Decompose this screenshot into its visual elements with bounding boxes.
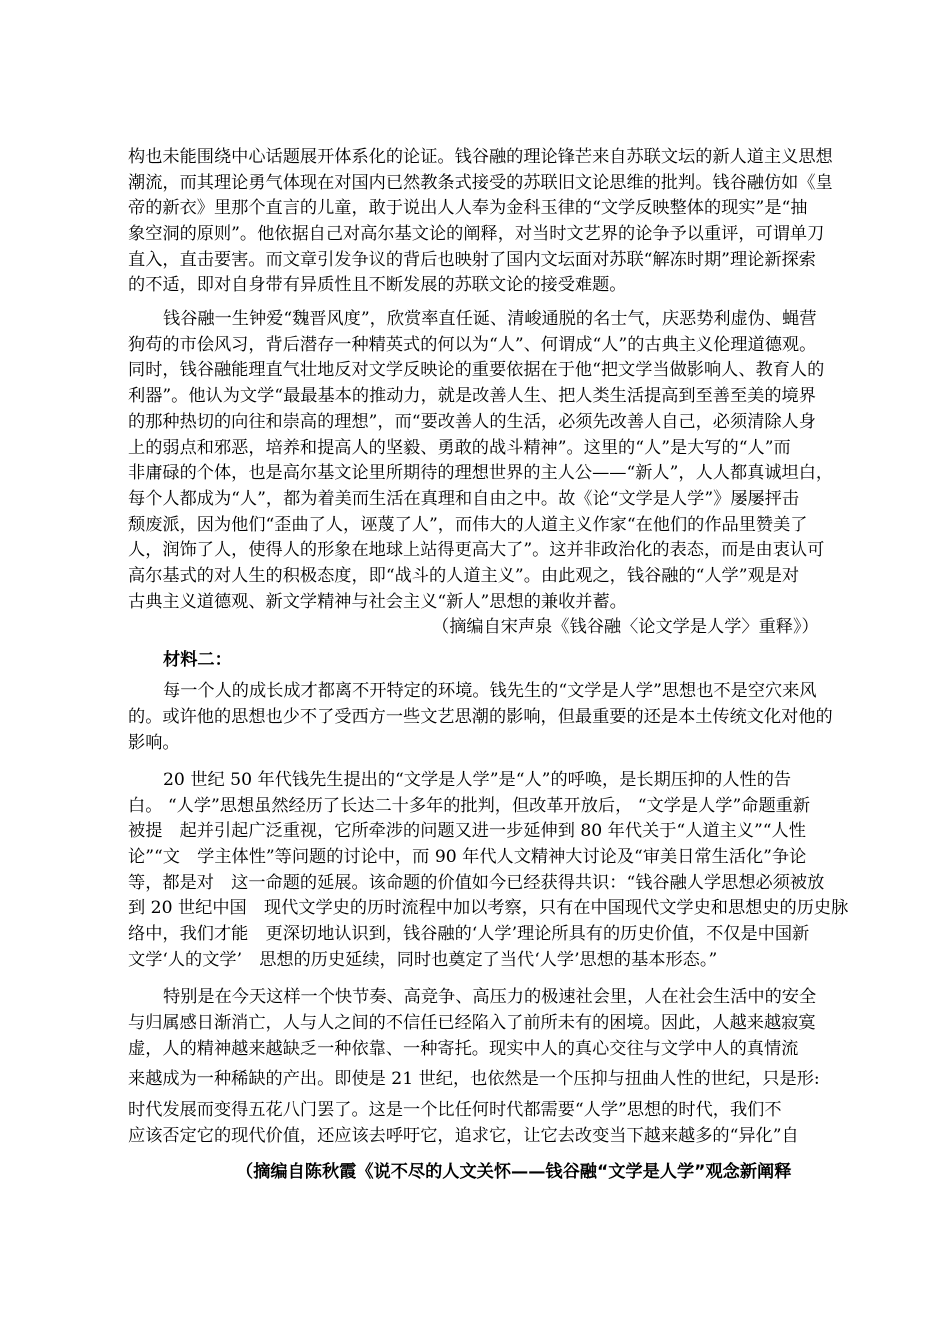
- text-line: 来越成为一种稀缺的产出。即使是 21 世纪，也依然是一个压抑与扭曲人性的世纪，只是形:: [128, 1069, 820, 1089]
- text-line: 的那种热切的向往和崇高的理想”，而“要改善人的生活，必须先改善人自己，必须清除人身: [128, 412, 816, 432]
- text-line: 上的弱点和邪恶，培养和提高人的坚毅、勇敢的战斗精神”。这里的“人”是大写的“人”而: [128, 438, 791, 458]
- text-line: 象空洞的原则”。他依据自己对高尔基文论的阐释，对当时文艺界的论争予以重评，可谓单刀: [128, 224, 825, 244]
- text-line: 每个人都成为“人”，都为着美而生活在真理和自由之中。故《论“文学是人学”》屡屡抨击: [128, 489, 800, 509]
- text-line: 与归属感日渐消亡，人与人之间的不信任已经陷入了前所未有的困境。因此，人越来越寂寞: [128, 1013, 816, 1033]
- text-line: 直入，直击要害。而文章引发争议的背后也映射了国内文坛面对苏联“解冻时期”理论新探索: [128, 250, 816, 270]
- text-line: 特别是在今天这样一个快节奏、高竞争、高压力的极速社会里，人在社会生活中的安全: [163, 987, 817, 1007]
- text-line: 白。 “人学”思想虽然经历了长达二十多年的批判，但改革开放后， “文学是人学”命题重新: [128, 796, 811, 816]
- text-line: 虚，人的精神越来越缺乏一种依靠、一种寄托。现实中人的真心交往与文学中人的真情流: [128, 1039, 799, 1059]
- text-line: 应该否定它的现代价值，还应该去呼吁它，追求它，让它去改变当下越来越多的“异化”自: [128, 1126, 799, 1146]
- text-line: 络中，我们才能 更深切地认识到，钱谷融的‘人学’理论所具有的历史价值，不仅是中国新: [128, 924, 810, 944]
- section-heading: 材料二：: [163, 650, 232, 670]
- text-line: 帝的新衣》里那个直言的儿童，敢于说出人人奉为金科玉律的“文学反映整体的现实”是“抽: [128, 198, 808, 218]
- text-line: 颓废派，因为他们“歪曲了人，诬蔑了人”，而伟大的人道主义作家“在他们的作品里赞美了: [128, 515, 808, 535]
- text-line: 论”“文 学主体性”等问题的讨论中，而 90 年代人文精神大讨论及“审美日常生活化”争论: [128, 847, 807, 867]
- text-line: 影响。: [128, 733, 180, 753]
- text-line: 潮流，而其理论勇气体现在对国内已然教条式接受的苏联旧文论思维的批判。钱谷融仿如《皇: [128, 173, 833, 193]
- text-line: 的不适，即对自身带有异质性且不断发展的苏联文论的接受难题。: [128, 275, 627, 295]
- text-line: 到 20 世纪中国 现代文学史的历时流程中加以考察，只有在中国现代文学史和思想史的历史脉: [128, 898, 849, 918]
- text-line: 被提 起并引起广泛重视，它所牵涉的问题又进一步延伸到 80 年代关于“人道主义”“人性: [128, 821, 806, 841]
- text-line: 的。或许他的思想也少不了受西方一些文艺思潮的影响，但最重要的还是本土传统文化对他的: [128, 707, 833, 727]
- text-line: 非庸碌的个体，也是高尔基文论里所期待的理想世界的主人公——“新人”，人人都真诚坦白，: [128, 463, 834, 483]
- text-line: 等，都是对 这一命题的延展。该命题的价值如今已经获得共识：“钱谷融人学思想必须被放: [128, 873, 825, 893]
- text-line: 时代发展而变得五花八门罢了。这是一个比任何时代都需要“人学”思想的时代，我们不: [128, 1100, 782, 1120]
- text-line: 高尔基式的对人生的积极态度，即“战斗的人道主义”。由此观之，钱谷融的“人学”观是对: [128, 566, 800, 586]
- text-line: 利器”。他认为文学“最最基本的推动力，就是改善人生、把人类生活提高到至善至美的境界: [128, 386, 816, 406]
- source-citation: （摘编自宋声泉《钱谷融〈论文学是人学〉重释》）: [432, 617, 819, 637]
- text-line: 人，润饰了人，使得人的形象在地球上站得更高大了”。这并非政治化的表态，而是由衷认可: [128, 540, 825, 560]
- text-line: 文学‘人的文学’ 思想的历史延续，同时也奠定了当代‘人学’思想的基本形态。”: [128, 950, 718, 970]
- text-line: 古典主义道德观、新文学精神与社会主义“新人”思想的兼收并蓄。: [128, 592, 627, 612]
- text-line: 同时，钱谷融能理直气壮地反对文学反映论的重要依据在于他“把文学当做影响人、教育人的: [128, 360, 825, 380]
- text-line: 每一个人的成长成才都离不开特定的环境。钱先生的“文学是人学”思想也不是空穴来风: [163, 681, 817, 701]
- source-citation: （摘编自陈秋霞《说不尽的人文关怀——钱谷融“文学是人学”观念新阐释: [236, 1162, 792, 1182]
- text-line: 构也未能围绕中心话题展开体系化的论证。钱谷融的理论锋芒来自苏联文坛的新人道主义思想: [128, 147, 833, 167]
- text-line: 狗苟的市侩风习，背后潜存一种精英式的何以为“人”、何谓成“人”的古典主义伦理道德观。: [128, 335, 817, 355]
- text-line: 20 世纪 50 年代钱先生提出的“文学是人学”是“人”的呼唤，是长期压抑的人性的告: [163, 770, 792, 790]
- text-line: 钱谷融一生钟爱“魏晋风度”，欣赏率直任诞、清峻通脱的名士气，庆恶势利虚伪、蝇营: [163, 309, 817, 329]
